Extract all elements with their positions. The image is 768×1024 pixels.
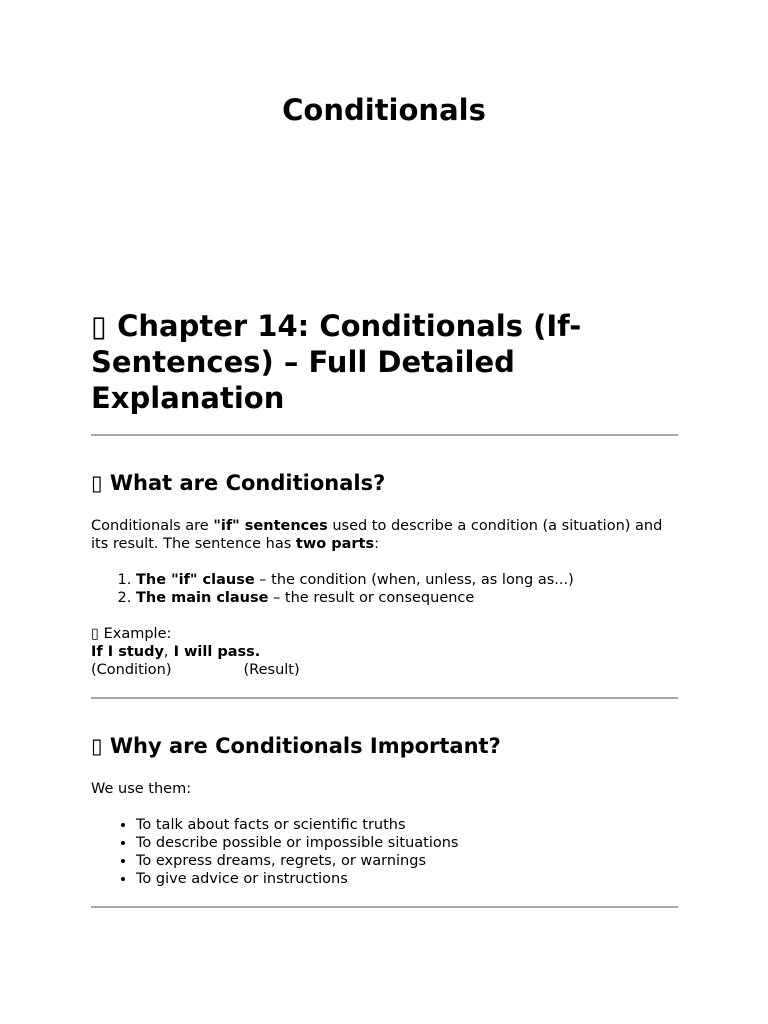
list-item: • To talk about facts or scientific truths	[136, 816, 678, 834]
intro-bold-two-parts: two parts	[295, 536, 375, 552]
section-heading-what	[91, 470, 678, 496]
list-item: • To give advice or instructions	[136, 870, 678, 888]
part-description: – the result or consequence	[268, 590, 475, 606]
intro-bold-if-sentences: "if" sentences	[213, 518, 328, 534]
document-body	[91, 308, 678, 908]
intro-text: :	[374, 536, 380, 552]
why-intro-paragraph: We use them:	[91, 781, 192, 797]
list-item: • To describe possible or impossible situations	[136, 834, 678, 852]
list-item: • To express dreams, regrets, or warnings	[136, 852, 678, 870]
example-label	[91, 625, 678, 643]
parts-list	[91, 571, 678, 607]
section-heading-why	[91, 733, 678, 759]
example-sentence	[91, 643, 678, 661]
book-icon: ▯	[91, 309, 107, 343]
part-label: The "if" clause	[136, 572, 255, 588]
example-block	[91, 625, 678, 679]
part-description: – the condition (when, unless, as long as...)	[254, 572, 574, 588]
divider	[91, 434, 678, 436]
part-label: The main clause	[136, 590, 269, 606]
list-item	[136, 571, 678, 589]
chapter-title-text: Chapter 14: Conditionals (If-Sentences) – Full Detailed Explanation	[91, 309, 582, 415]
section-heading-what-text: What are Conditionals?	[109, 471, 386, 495]
example-sentence-result: I will pass.	[168, 644, 261, 660]
pin-icon: ▯	[91, 471, 103, 495]
page-title: Conditionals	[282, 93, 486, 127]
example-sentence-condition: If I study	[91, 644, 164, 660]
uses-list	[91, 816, 678, 888]
check-icon: ▯	[91, 626, 99, 642]
example-annotation	[91, 661, 678, 679]
example-sentence-comma: ,	[163, 644, 169, 660]
intro-text: Conditionals are	[91, 518, 214, 534]
what-intro-paragraph	[91, 517, 678, 553]
list-item	[136, 589, 678, 607]
example-label-text: Example:	[98, 626, 172, 642]
example-result-label: (Result)	[243, 662, 300, 678]
intro-text: used to describe a condition (a situation) and its result. The sentence has	[91, 518, 663, 552]
divider	[91, 697, 678, 699]
example-condition-label: (Condition)	[91, 662, 172, 678]
chapter-title	[91, 308, 678, 416]
section-heading-why-text: Why are Conditionals Important?	[109, 734, 501, 758]
question-icon: ▯	[91, 734, 103, 758]
divider	[91, 906, 678, 908]
